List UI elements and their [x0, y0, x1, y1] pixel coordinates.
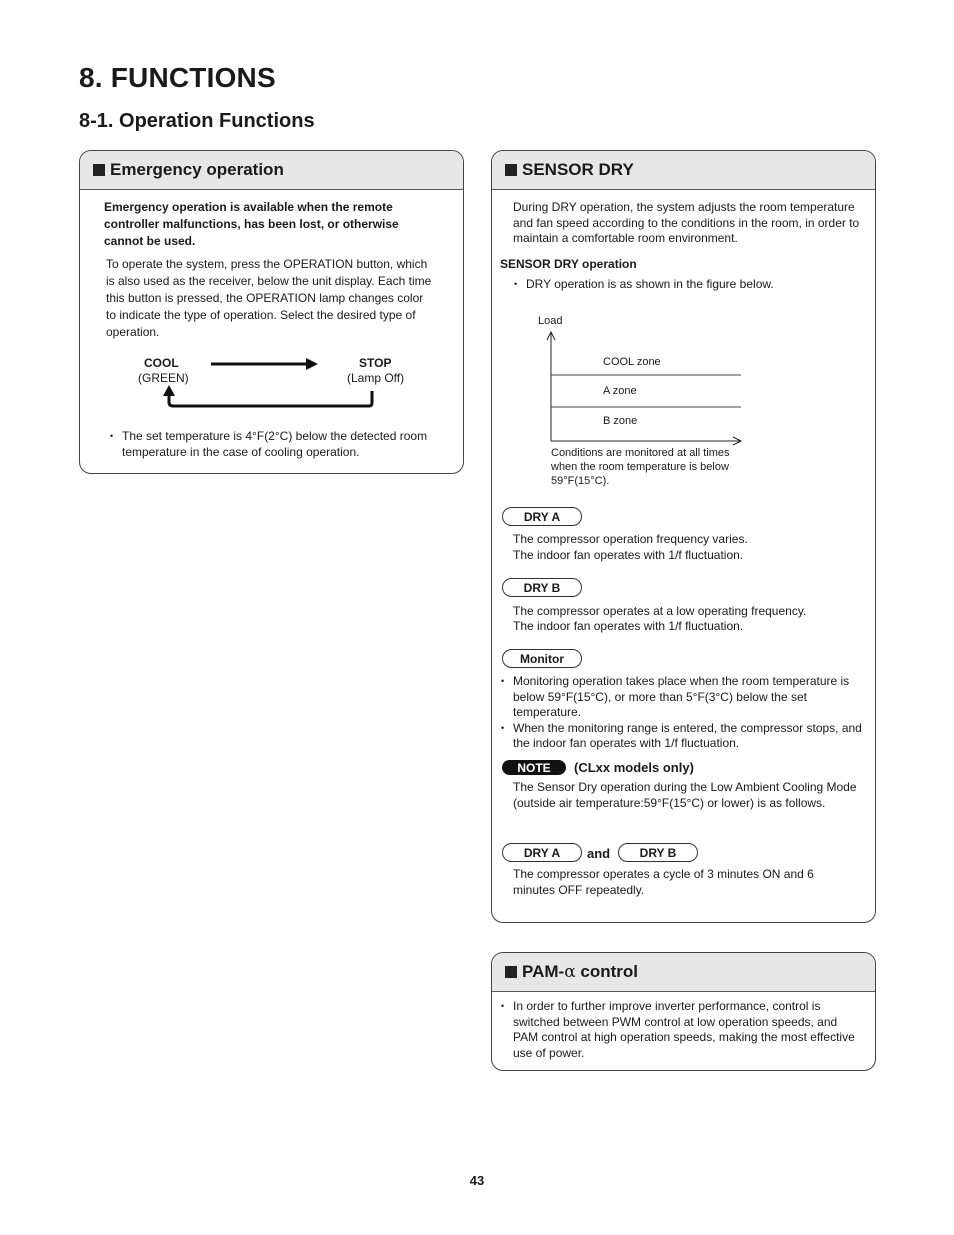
sensor-dry-box — [491, 150, 876, 923]
dry-a-line-1: The compressor operation frequency varies. — [513, 532, 748, 546]
note-badge: NOTE — [502, 760, 566, 775]
emergency-bullet-list — [110, 428, 450, 460]
page-title: 8. FUNCTIONS — [79, 62, 276, 93]
graph-zone-cool: COOL zone — [603, 356, 661, 368]
note-dry-a-tag: DRY A — [502, 843, 582, 862]
dry-b-tag: DRY B — [502, 578, 582, 597]
emergency-operation-heading: Emergency operation — [110, 160, 284, 179]
cool-stop-cycle-diagram — [80, 346, 463, 416]
pam-bullet: • In order to further improve inverter performance, control is switched between PWM control at low operation speeds, and PAM control at high operation speeds, making the most effective use of power. — [501, 999, 861, 1061]
alpha-symbol: α — [564, 962, 576, 982]
stop-label: STOP — [359, 356, 392, 370]
emergency-intro: Emergency operation is available when the remote controller malfunctions, has been lost, or otherwise cannot be used. — [104, 200, 399, 248]
sensor-dry-op-list — [514, 276, 854, 292]
square-bullet-icon — [505, 966, 517, 978]
dry-zone-graph — [492, 326, 875, 451]
sensor-dry-heading: SENSOR DRY — [522, 160, 634, 179]
graph-y-label: Load — [538, 315, 563, 327]
emergency-operation-header — [80, 151, 463, 190]
note-cycle-text: The compressor operates a cycle of 3 minutes ON and 6 minutes OFF repeatedly. — [513, 867, 814, 897]
sensor-dry-op-bullet: • DRY operation is as shown in the figure below. — [514, 276, 854, 292]
note-and-text: and — [587, 846, 611, 861]
emergency-bullet: • The set temperature is 4°F(2°C) below the detected room temperature in the case of cooling operation. — [110, 428, 450, 460]
pam-control-box — [491, 952, 876, 1071]
dry-a-tag: DRY A — [502, 507, 582, 526]
note-title: (CLxx models only) — [574, 760, 694, 775]
note-dry-b-tag: DRY B — [618, 843, 698, 862]
sensor-dry-header — [492, 151, 875, 190]
section-subtitle: 8-1. Operation Functions — [79, 110, 315, 132]
page-number: 43 — [469, 1173, 485, 1188]
square-bullet-icon — [93, 164, 105, 176]
monitor-tag: Monitor — [502, 649, 582, 668]
monitor-bullet: • Monitoring operation takes place when the room temperature is below 59°F(15°C), or more than 5°F(3°C) below the set temperature. — [501, 674, 863, 721]
monitor-bullet: • When the monitoring range is entered, the compressor stops, and the indoor fan operates with 1/f fluctuation. — [501, 721, 863, 752]
pam-control-heading: PAM-α control — [522, 962, 639, 982]
monitor-bullet-list — [501, 674, 863, 752]
emergency-body: To operate the system, press the OPERATION button, which is also used as the receiver, below the unit display. Each time this button is pressed, the OPERATION lamp changes color to indicate the type of operation. Select the desired type of operation. — [106, 257, 432, 339]
cool-label: COOL — [144, 356, 179, 370]
square-bullet-icon — [505, 164, 517, 176]
note-body: The Sensor Dry operation during the Low Ambient Cooling Mode (outside air temperature:59°F(15°C) or lower) is as follows. — [513, 780, 857, 810]
dry-b-line-2: The indoor fan operates with 1/f fluctuation. — [513, 619, 744, 633]
graph-zone-b: B zone — [603, 415, 638, 427]
graph-caption: Conditions are monitored at all times when the room temperature is below 59°F(15°C). — [551, 447, 730, 487]
pam-control-header — [492, 953, 875, 992]
sensor-dry-intro: During DRY operation, the system adjusts the room temperature and fan speed according to the conditions in the room, in order to maintain a comfortable room environment. — [513, 200, 860, 245]
graph-zone-a: A zone — [603, 385, 637, 397]
stop-sub-label: (Lamp Off) — [347, 371, 405, 385]
cool-sub-label: (GREEN) — [138, 371, 189, 385]
dry-b-line-1: The compressor operates at a low operating frequency. — [513, 604, 807, 618]
dry-a-line-2: The indoor fan operates with 1/f fluctuation. — [513, 548, 744, 562]
emergency-operation-box — [79, 150, 464, 474]
pam-bullet-list — [501, 999, 861, 1061]
sensor-dry-operation-heading: SENSOR DRY operation — [500, 257, 637, 271]
